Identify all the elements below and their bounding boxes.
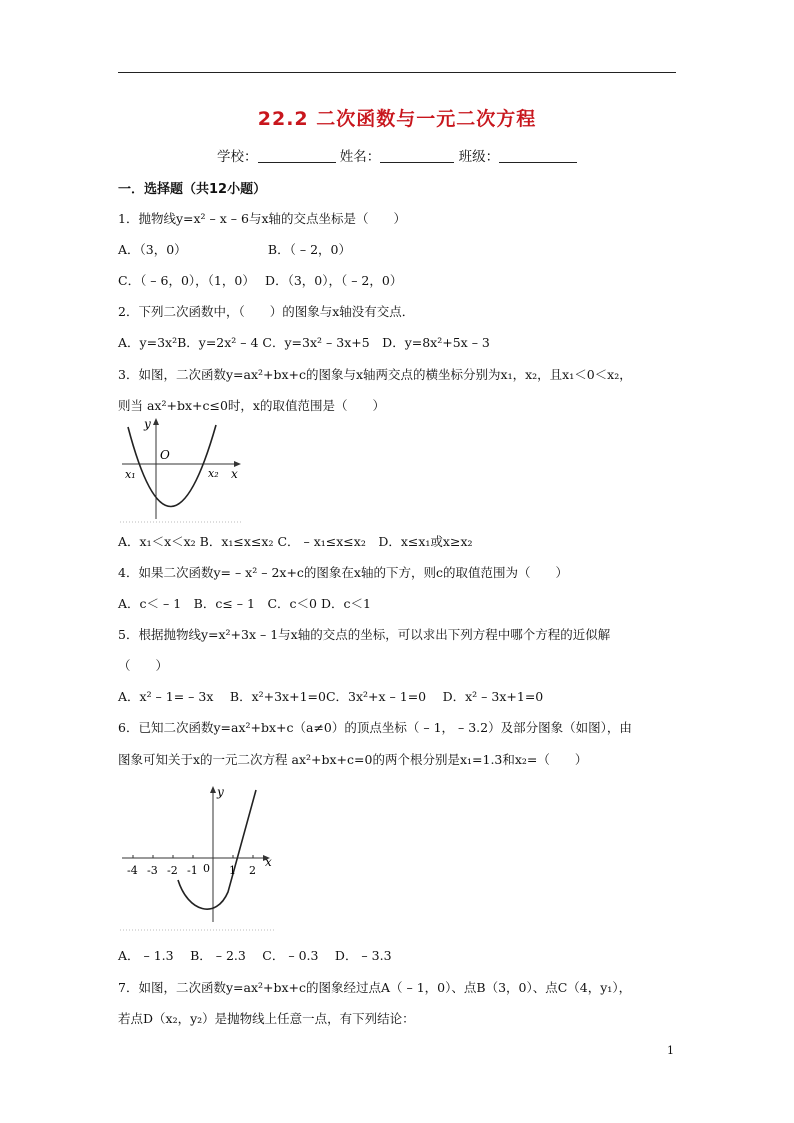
y-axis-label: y [217,785,224,799]
page-number: 1 [667,1044,674,1057]
section-heading: 一．选择题（共12小题） [118,182,267,197]
q7-stem-1: 7．如图，二次函数y=ax²+bx+c的图象经过点A（ – 1，0）、点B（3，0）、点C（4，y₁）， [118,980,632,995]
q6-stem-1: 6．已知二次函数y=ax²+bx+c（a≠0）的顶点坐标（ – 1， – 3.2）及部分图象（如图），由 [118,720,632,735]
q6-options: A． – 1.3 B． – 2.3 C． – 0.3 D． – 3.3 [118,948,392,963]
class-label: 班级： [458,149,500,165]
parabola-curve [178,790,256,909]
q3-stem-2: 则当 ax²+bx+c≤0时，x的取值范围是（ ） [118,398,385,413]
q7-stem-2: 若点D（x₂，y₂）是抛物线上任意一点，有下列结论： [118,1011,415,1026]
tick-label: -1 [187,864,198,877]
tick-label: 1 [229,864,236,877]
q5-options: A．x² – 1= – 3x B．x²+3x+1=0C．3x²+x – 1=0 D．x² – 3x+1=0 [118,689,544,704]
q4-stem: 4．如果二次函数y= – x² – 2x+c的图象在x轴的下方，则c的取值范围为（ ） [118,565,568,580]
q3-stem-1: 3．如图，二次函数y=ax²+bx+c的图象与x轴两交点的横坐标分别为x₁，x₂，且x₁＜0＜x₂， [118,367,632,382]
q6-figure [118,780,278,932]
q3-options: A．x₁＜x＜x₂ B．x₁≤x≤x₂ C． – x₁≤x≤x₂ D．x≤x₁或x≥x₂ [118,534,473,549]
q5-stem: 5．根据抛物线y=x²+3x – 1与x轴的交点的坐标，可以求出下列方程中哪个方程的近似解 [118,627,611,642]
q2-stem: 2．下列二次函数中，（ ）的图象与x轴没有交点． [118,304,415,319]
x-axis-label: x [231,467,238,481]
y-axis-label: y [144,417,151,431]
tick-label: 0 [203,862,210,875]
tick-label: -2 [167,864,178,877]
q1-options-cd: C．（ – 6，0），（1，0） D．（3，0），（ – 2，0） [118,273,403,288]
header-rule [118,72,676,73]
q1-options-ab: A．（3，0） B．（ – 2，0） [118,242,351,257]
origin-label: O [160,448,170,462]
x-axis-label: x [265,855,272,869]
q6-stem-2: 图象可知关于x的一元二次方程 ax²+bx+c=0的两个根分别是x₁=1.3和x₂=（ ） [118,752,588,767]
name-blank[interactable] [380,150,454,163]
x2-label: x₂ [208,467,219,480]
tick-label: -4 [127,864,138,877]
y-axis-arrow [153,418,159,425]
page-title: 22.2 二次函数与一元二次方程 [257,108,537,130]
tick-label: 2 [249,864,256,877]
q3-figure [118,415,244,523]
q1-stem: 1．抛物线y=x² – x – 6与x轴的交点坐标是（ ） [118,211,406,226]
school-label: 学校： [217,149,258,165]
tick-label: -3 [147,864,158,877]
q2-options: A．y=3x²B．y=2x² – 4 C．y=3x² – 3x+5 D．y=8x²+5x – 3 [118,335,490,350]
name-label: 姓名： [339,149,381,165]
q4-options: A．c＜ – 1 B．c≤ – 1 C．c＜0 D．c＜1 [118,596,371,611]
q5-paren: （ ） [118,658,169,673]
class-blank[interactable] [499,150,577,163]
school-blank[interactable] [258,150,336,163]
student-info [217,145,577,165]
parabola-curve [128,425,216,507]
y-axis-arrow [210,786,216,793]
x1-label: x₁ [125,468,136,481]
tick-labels [127,862,256,877]
